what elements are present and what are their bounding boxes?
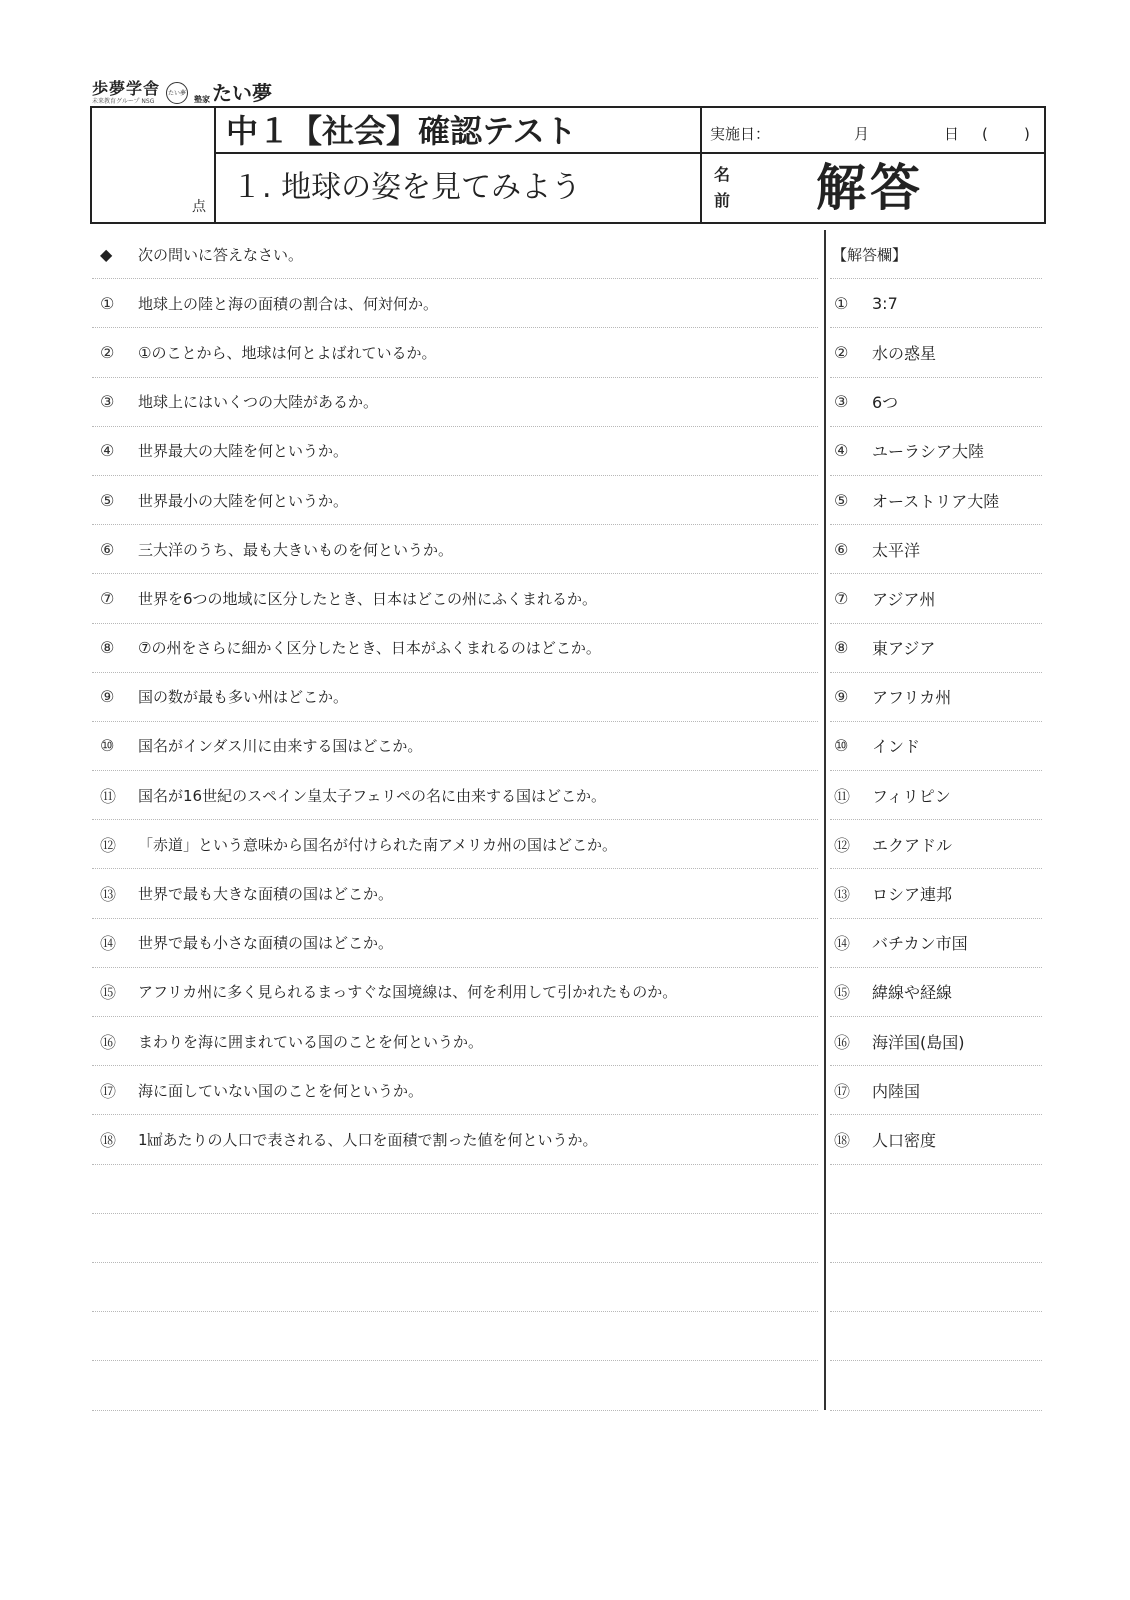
answer-text: 人口密度 — [872, 1130, 937, 1150]
answer-row — [830, 476, 1042, 525]
question-number: ⑫ — [100, 835, 117, 855]
answer-text: 太平洋 — [872, 540, 921, 560]
question-text: 世界最小の大陸を何というか。 — [138, 491, 349, 510]
question-number: ⑩ — [100, 736, 115, 756]
diamond-icon: ◆ — [100, 244, 113, 264]
question-text: 世界最大の大陸を何というか。 — [138, 442, 349, 461]
answer-row — [830, 820, 1042, 869]
instruction-row — [92, 230, 818, 279]
name-label: 名前 — [713, 165, 730, 210]
question-text: ①のことから、地球は何とよばれているか。 — [138, 343, 437, 362]
answer-text: ロシア連邦 — [872, 885, 953, 905]
answer-number: ⑩ — [834, 736, 849, 756]
answer-row — [830, 968, 1042, 1017]
question-text: 国名がインダス川に由来する国はどこか。 — [138, 737, 423, 756]
answer-number: ⑮ — [834, 983, 851, 1003]
question-row — [92, 722, 818, 771]
question-text: 三大洋のうち、最も大きいものを何というか。 — [138, 540, 454, 559]
blank-row — [92, 1361, 818, 1410]
answer-number: ⑤ — [834, 490, 849, 510]
answer-text: オーストリア大陸 — [872, 491, 1000, 511]
question-row — [92, 1017, 818, 1066]
question-row — [92, 771, 818, 820]
emblem-icon: たい夢 — [166, 82, 188, 104]
brand-secondary — [194, 82, 272, 104]
question-row — [92, 919, 818, 968]
question-number: ⑤ — [100, 490, 115, 510]
question-text: 1㎢あたりの人口で表される、人口を面積で割った値を何というか。 — [138, 1130, 598, 1149]
score-box — [92, 108, 216, 222]
answer-row — [830, 771, 1042, 820]
answer-row — [830, 673, 1042, 722]
blank-row — [92, 1263, 818, 1312]
question-row — [92, 1115, 818, 1164]
blank-row — [830, 1214, 1042, 1263]
answer-row — [830, 427, 1042, 476]
blank-row — [92, 1214, 818, 1263]
answer-number: ① — [834, 293, 849, 313]
test-title: 中１【社会】確認テスト — [214, 108, 702, 154]
answer-row — [830, 1115, 1042, 1164]
answer-text: アフリカ州 — [872, 688, 952, 708]
question-number: ⑧ — [100, 638, 115, 658]
date-label: 実施日： — [710, 125, 771, 143]
answer-row — [830, 624, 1042, 673]
question-number: ⑭ — [100, 934, 117, 954]
question-number: ① — [100, 293, 115, 313]
question-text: アフリカ州に多く見られるまっすぐな国境線は、何を利用して引かれたものか。 — [138, 983, 678, 1002]
test-header — [90, 106, 1046, 224]
question-number: ③ — [100, 392, 115, 412]
question-number: ⑮ — [100, 983, 117, 1003]
answer-number: ⑦ — [834, 588, 849, 608]
question-number: ⑥ — [100, 539, 115, 559]
blank-row — [830, 1263, 1042, 1312]
question-row — [92, 328, 818, 377]
answer-list — [830, 230, 1042, 1411]
question-text: 「赤道」という意味から国名が付けられた南アメリカ州の国はどこか。 — [138, 835, 617, 854]
answer-text: エクアドル — [872, 835, 953, 855]
question-text: 地球上の陸と海の面積の割合は、何対何か。 — [138, 294, 439, 313]
answer-number: ⑯ — [834, 1032, 851, 1052]
answer-number: ⑰ — [834, 1081, 851, 1101]
blank-row — [830, 1165, 1042, 1214]
blank-row — [830, 1312, 1042, 1361]
answer-row — [830, 1017, 1042, 1066]
question-text: 国の数が最も多い州はどこか。 — [138, 688, 349, 707]
weekday-open: ( — [982, 125, 988, 143]
brand-main: 歩夢学舎 — [92, 79, 161, 98]
question-text: 世界で最も小さな面積の国はどこか。 — [138, 934, 394, 953]
question-row — [92, 673, 818, 722]
question-text: 海に面していない国のことを何というか。 — [138, 1081, 424, 1100]
question-row — [92, 869, 818, 918]
answer-row — [830, 869, 1042, 918]
answer-text: 内陸国 — [872, 1081, 921, 1101]
name-field — [702, 154, 1044, 222]
blank-row — [92, 1165, 818, 1214]
answer-text: ユーラシア大陸 — [872, 442, 985, 462]
question-number: ④ — [100, 441, 115, 461]
question-row — [92, 624, 818, 673]
answer-text: フィリピン — [872, 786, 951, 806]
answer-column-divider — [824, 230, 826, 1410]
question-text: まわりを海に囲まれている国のことを何というか。 — [138, 1032, 484, 1051]
question-row — [92, 279, 818, 328]
question-row — [92, 574, 818, 623]
question-number: ⑰ — [100, 1081, 117, 1101]
answer-text: 緯線や経線 — [872, 983, 953, 1003]
question-number: ⑨ — [100, 687, 115, 707]
question-row — [92, 525, 818, 574]
answer-number: ⑥ — [834, 539, 849, 559]
answer-number: ⑨ — [834, 687, 849, 707]
answer-number: ② — [834, 342, 849, 362]
answer-row — [830, 279, 1042, 328]
question-number: ⑱ — [100, 1130, 117, 1150]
question-text: 地球上にはいくつの大陸があるか。 — [138, 393, 379, 412]
question-row — [92, 378, 818, 427]
answer-number: ⑪ — [834, 786, 851, 806]
answer-text: バチカン市国 — [872, 934, 968, 954]
blank-row — [830, 1361, 1042, 1410]
answer-number: ③ — [834, 392, 849, 412]
answer-row — [830, 1066, 1042, 1115]
question-text: 世界を6つの地域に区分したとき、日本はどこの州にふくまれるか。 — [138, 589, 597, 608]
score-label: 点 — [192, 199, 206, 215]
month-label: 月 — [854, 125, 870, 143]
answer-number: ⑬ — [834, 885, 851, 905]
answer-text: 水の惑星 — [872, 343, 937, 363]
question-text: 国名が16世紀のスペイン皇太子フェリペの名に由来する国はどこか。 — [138, 786, 607, 805]
day-label: 日 — [944, 125, 960, 143]
instruction-text: 次の問いに答えなさい。 — [138, 245, 304, 264]
question-row — [92, 1066, 818, 1115]
answer-row — [830, 574, 1042, 623]
answer-number: ⑫ — [834, 835, 851, 855]
question-number: ⑬ — [100, 885, 117, 905]
question-number: ⑯ — [100, 1032, 117, 1052]
unit-title: １. 地球の姿を見てみよう — [214, 154, 702, 222]
answer-row — [830, 525, 1042, 574]
answer-text: インド — [872, 737, 921, 757]
question-number: ② — [100, 342, 115, 362]
answer-number: ⑭ — [834, 934, 851, 954]
date-field — [702, 108, 1044, 154]
answer-row — [830, 328, 1042, 377]
blank-row — [92, 1312, 818, 1361]
answer-text: 6つ — [872, 393, 899, 413]
question-number: ⑪ — [100, 786, 117, 806]
brand-tag: 塾家 — [194, 95, 211, 104]
answer-number: ⑱ — [834, 1130, 851, 1150]
answer-row — [830, 378, 1042, 427]
question-row — [92, 476, 818, 525]
question-row — [92, 968, 818, 1017]
answer-text: 東アジア — [872, 639, 936, 659]
brand-second-name: たい夢 — [212, 81, 273, 105]
weekday-close: ) — [1024, 125, 1030, 143]
answer-number: ⑧ — [834, 638, 849, 658]
question-row — [92, 427, 818, 476]
answer-text: 3:7 — [872, 293, 898, 313]
question-list — [92, 230, 818, 1411]
question-text: 世界で最も大きな面積の国はどこか。 — [138, 885, 394, 904]
answer-row — [830, 919, 1042, 968]
answer-text: アジア州 — [872, 589, 936, 609]
answer-key-mark: 解答 — [816, 159, 924, 217]
question-number: ⑦ — [100, 588, 115, 608]
answer-header: 【解答欄】 — [832, 245, 908, 264]
question-row — [92, 820, 818, 869]
answer-number: ④ — [834, 441, 849, 461]
answer-header-row — [830, 230, 1042, 279]
question-text: ⑦の州をさらに細かく区分したとき、日本がふくまれるのはどこか。 — [138, 639, 601, 658]
answer-row — [830, 722, 1042, 771]
brand-primary — [92, 80, 160, 106]
answer-text: 海洋国(島国) — [872, 1032, 965, 1052]
brand-sub: 未来教育グループ NSG — [92, 98, 155, 105]
